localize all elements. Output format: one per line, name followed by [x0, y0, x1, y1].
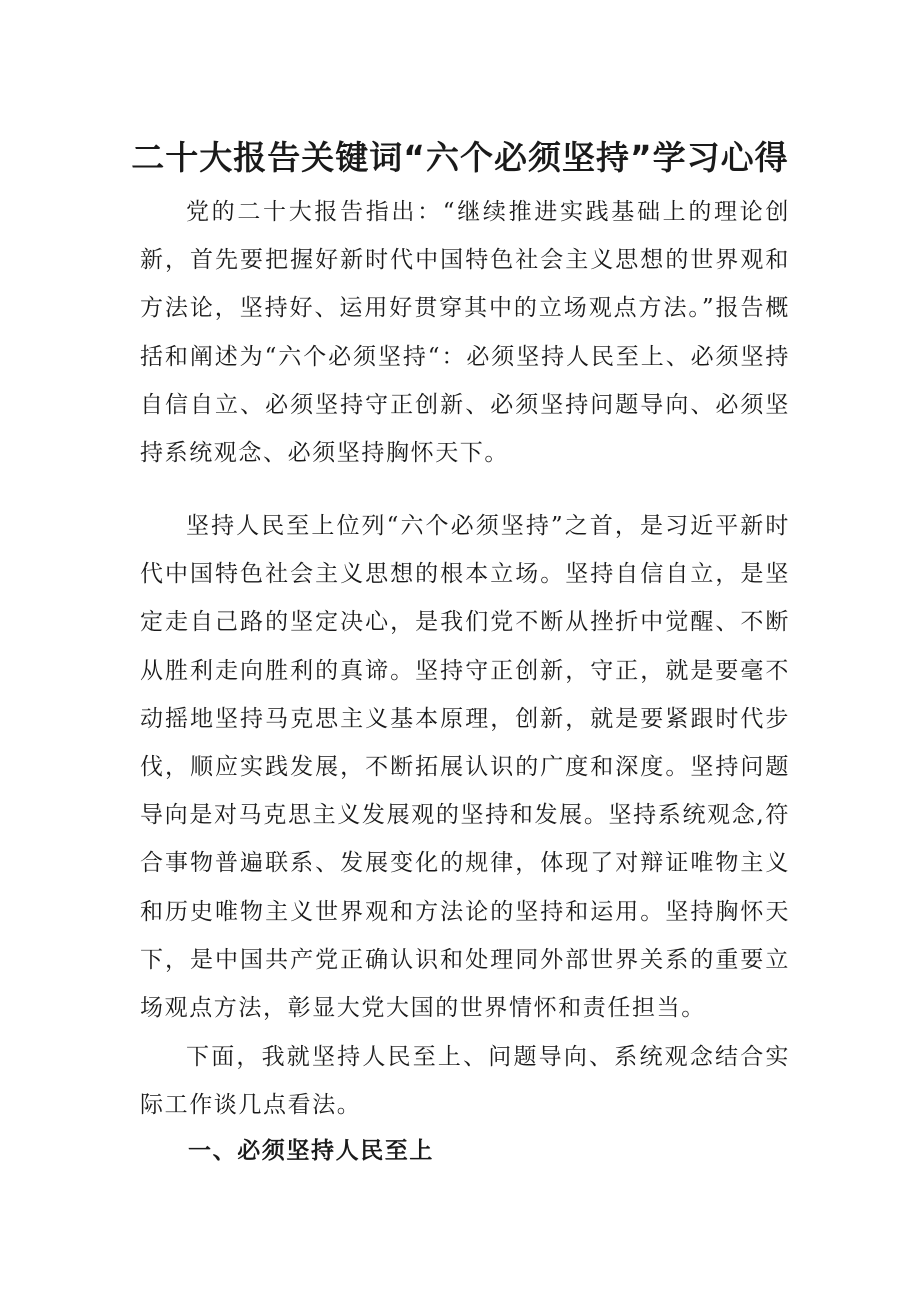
paragraph-transition [140, 1033, 790, 1129]
paragraph-intro [140, 188, 790, 477]
document-title: 二十大报告关键词“六个必须坚持”学习心得 [131, 138, 789, 177]
paragraph-text: 下面，我就坚持人民至上、问题导向、系统观念结合实际工作谈几点看法。 [140, 1044, 790, 1119]
paragraph-text: 党的二十大报告指出：“继续推进实践基础上的理论创新，首先要把握好新时代中国特色社会主义思想的世界观和方法论，坚持好、运用好贯穿其中的立场观点方法。”报告概括和阐述为“六个必须坚持“：必须坚持人民至上、必须坚持自信自立、必须坚持守正创新、必须坚持问题导向、必须坚持系统观念、必须坚持胸怀天下。 [140, 199, 790, 467]
paragraph-text: 坚持人民至上位列“六个必须坚持”之首，是习近平新时代中国特色社会主义思想的根本立场。坚持自信自立，是坚定走自己路的坚定决心，是我们党不断从挫折中觉醒、不断从胜利走向胜利的真谛。坚持守正创新，守正，就是要毫不动摇地坚持马克思主义基本原理，创新，就是要紧跟时代步伐，顺应实践发展，不断拓展认识的广度和深度。坚持问题导向是对马克思主义发展观的坚持和发展。坚持系统观念,符合事物普遍联系、发展变化的规律，体现了对辩证唯物主义和历史唯物主义世界观和方法论的坚持和运用。坚持胸怀天下，是中国共产党正确认识和处理同外部世界关系的重要立场观点方法，彰显大党大国的世界情怀和责任担当。 [140, 513, 790, 1022]
section-heading: 一、必须坚持人民至上 [188, 1138, 434, 1164]
paragraph-explanation [140, 502, 790, 1032]
